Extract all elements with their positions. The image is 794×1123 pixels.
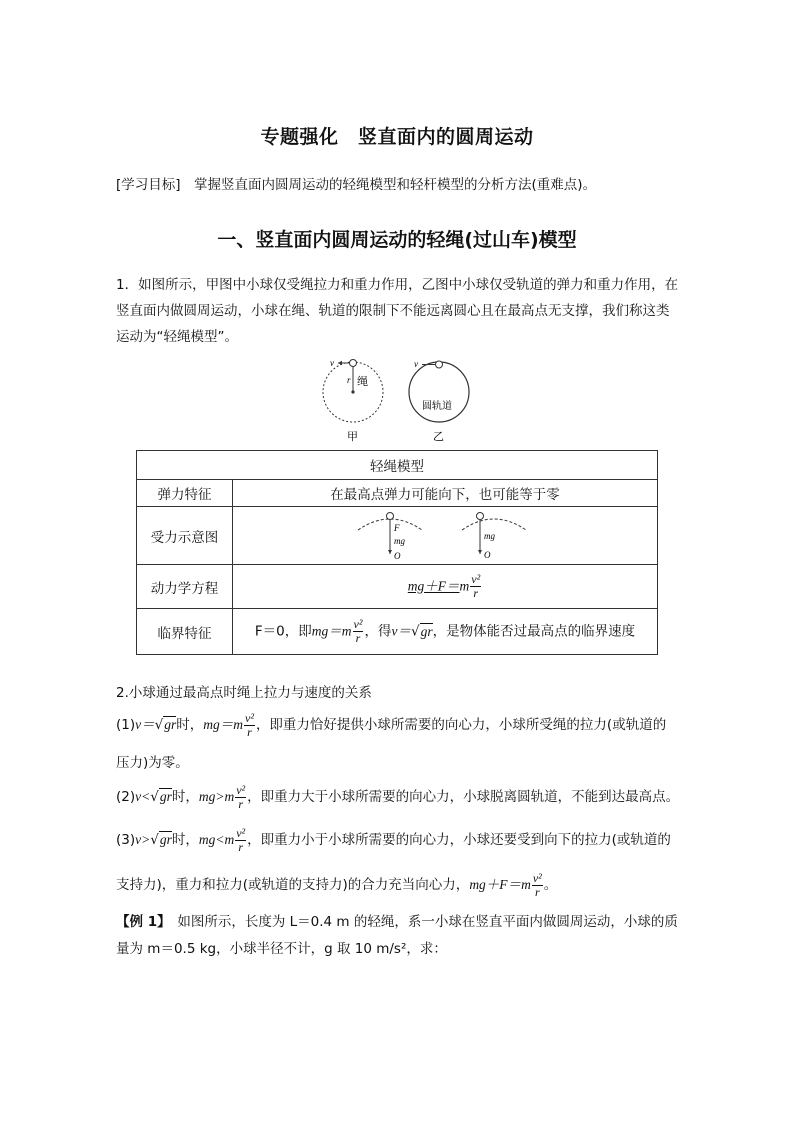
case-1: (1)v＝√gr时，mg＝m $\frac{\text{v²}}{r}$ ，即重力恰好提供小球所需要的向心力，小球所受绳的拉力(或轨道的 bbox=[116, 710, 667, 739]
case-3-cont: 支持力)，重力和拉力(或轨道的支持力)的合力充当向心力，mg＋F＝m $\frac{\text{v²}}{r}$ 。 bbox=[116, 870, 558, 899]
case-2: (2)v<√gr时，mg>m $\frac{\text{v²}}{r}$ ，即重力大于小球所需要的向心力，小球脱离圆轨道，不能到达最高点。 bbox=[116, 782, 680, 811]
case-3: (3)v>√gr时，mg<m $\frac{\text{v²}}{r}$ ，即重力小于小球所需要的向心力，小球还要受到向下的拉力(或轨道的 bbox=[116, 825, 671, 854]
example-1: 【例 1】 如图所示，长度为 L＝0.4 m 的轻绳，系一小球在竖直平面内做圆周运动，小球的质 bbox=[116, 914, 678, 930]
track-label: 圆轨道 bbox=[422, 401, 452, 412]
row-label-elastic: 弹力特征 bbox=[137, 480, 233, 507]
rope-label: 绳 bbox=[357, 375, 368, 388]
force-F-label: F bbox=[394, 522, 400, 533]
critical-condition: F＝0，即mg＝m $\frac{\text{v²}}{r}$ ，得v＝√gr，是物体能否过最高点的临界速度 bbox=[233, 609, 658, 655]
center-O-label: O bbox=[484, 549, 491, 560]
velocity-label: v bbox=[414, 359, 418, 369]
relation-heading: 2.小球通过最高点时绳上拉力与速度的关系 bbox=[116, 685, 372, 701]
example-1-cont: 量为 m＝0.5 kg，小球半径不计，g 取 10 m/s²，求： bbox=[116, 941, 447, 957]
row-value-elastic: 在最高点弹力可能向下，也可能等于零 bbox=[233, 480, 658, 507]
case-1-cont: 压力)为零。 bbox=[116, 755, 189, 771]
force-mg-label: mg bbox=[394, 535, 405, 546]
radius-label: r bbox=[347, 375, 351, 385]
row-label-dynamics: 动力学方程 bbox=[137, 565, 233, 609]
rope-model-diagram bbox=[323, 358, 383, 443]
circular-motion-figure bbox=[320, 352, 480, 444]
track-model-diagram bbox=[409, 359, 469, 443]
row-label-critical: 临界特征 bbox=[137, 609, 233, 655]
table-header: 轻绳模型 bbox=[137, 451, 658, 480]
row-label-force-diagram: 受力示意图 bbox=[137, 507, 233, 565]
force-mg-label: mg bbox=[484, 530, 495, 541]
center-O-label: O bbox=[394, 550, 401, 561]
intro-paragraph: 1．如图所示，甲图中小球仅受绳拉力和重力作用，乙图中小球仅受轨道的弹力和重力作用，在竖直面内做圆周运动，小球在绳、轨道的限制下不能远离圆心且在最高点无支撑，我们称这类运动为“轻绳模型”。 bbox=[116, 277, 679, 345]
figure-caption-right: 乙 bbox=[433, 430, 444, 443]
page-title: 专题强化 竖直面内的圆周运动 bbox=[260, 126, 534, 148]
velocity-label: v bbox=[330, 358, 334, 368]
section-heading: 一、竖直面内圆周运动的轻绳(过山车)模型 bbox=[217, 229, 577, 251]
dynamics-equation: mg＋F＝m $\frac{\text{v²}}{r}$ bbox=[233, 565, 658, 609]
example-label: 【例 1】 bbox=[116, 914, 164, 930]
force-diagram bbox=[350, 510, 540, 562]
figure-caption-left: 甲 bbox=[347, 430, 358, 443]
learning-objective: [学习目标] 掌握竖直面内圆周运动的轻绳模型和轻杆模型的分析方法(重难点)。 bbox=[116, 177, 597, 193]
force-diagram-cell bbox=[233, 507, 658, 565]
rope-model-table bbox=[136, 450, 658, 655]
